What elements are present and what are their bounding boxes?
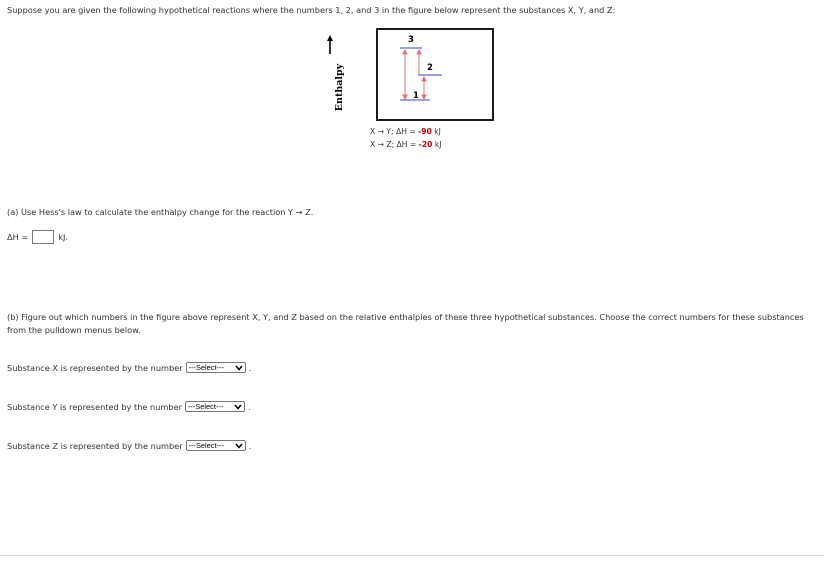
substance-y-end: . — [247, 401, 251, 412]
substance-y-label: Substance Y is represented by the number — [7, 401, 182, 412]
enthalpy-axis-label: Enthalpy — [334, 63, 346, 112]
substance-z-end: . — [248, 440, 252, 451]
reaction-2-value: -20 — [418, 140, 433, 149]
level-label-1: 1 — [413, 91, 419, 101]
chevron-down-icon — [235, 365, 243, 371]
substance-y-select[interactable] — [185, 401, 245, 412]
reaction-1-text: X → Y; ΔH = — [370, 127, 419, 136]
reaction-2-unit: kJ — [432, 140, 442, 149]
enthalpy-axis-arrow — [327, 35, 333, 54]
chevron-down-icon — [234, 404, 242, 410]
substance-x-label: Substance X is represented by the number — [7, 362, 183, 373]
substance-x-row — [7, 362, 251, 373]
intro-text: Suppose you are given the following hypothetical reactions where the numbers 1, 2, and 3 in the figure below represent the substances X, Y, and Z: — [7, 5, 616, 15]
substance-z-select[interactable] — [186, 440, 246, 451]
substance-x-end: . — [248, 362, 252, 373]
level-label-2: 2 — [427, 63, 433, 73]
substance-z-row — [7, 440, 251, 451]
substance-x-select-value: ---Select--- — [188, 363, 224, 372]
part-a-answer-row — [7, 230, 68, 244]
delta-h-label: ΔH = — [7, 232, 29, 242]
bottom-divider — [0, 555, 824, 556]
substance-y-row — [7, 401, 251, 412]
delta-h-unit: kJ. — [58, 232, 68, 242]
reaction-2-text: X → Z; ΔH = — [370, 140, 419, 149]
substance-y-select-value: ---Select--- — [187, 402, 224, 411]
part-a-question: (a) Use Hess's law to calculate the enthalpy change for the reaction Y → Z. — [7, 207, 314, 217]
reaction-1-value: -90 — [418, 127, 432, 136]
part-b-question: (b) Figure out which numbers in the figure above represent X, Y, and Z based on the relative enthalpies of these three hypothetical substances. Choose the correct numbers for these substances from the pulldown menus below. — [7, 312, 804, 335]
substance-z-label: Substance Z is represented by the number — [7, 440, 183, 451]
level-label-3: 3 — [408, 35, 414, 45]
reaction-1 — [370, 127, 441, 136]
substance-z-select-value: ---Select--- — [188, 441, 224, 450]
chevron-down-icon — [235, 443, 243, 449]
reaction-2 — [370, 140, 441, 149]
substance-x-select[interactable] — [186, 362, 246, 373]
reaction-1-unit: kJ — [431, 127, 441, 136]
enthalpy-diagram — [318, 28, 498, 124]
delta-h-input[interactable] — [32, 230, 54, 244]
